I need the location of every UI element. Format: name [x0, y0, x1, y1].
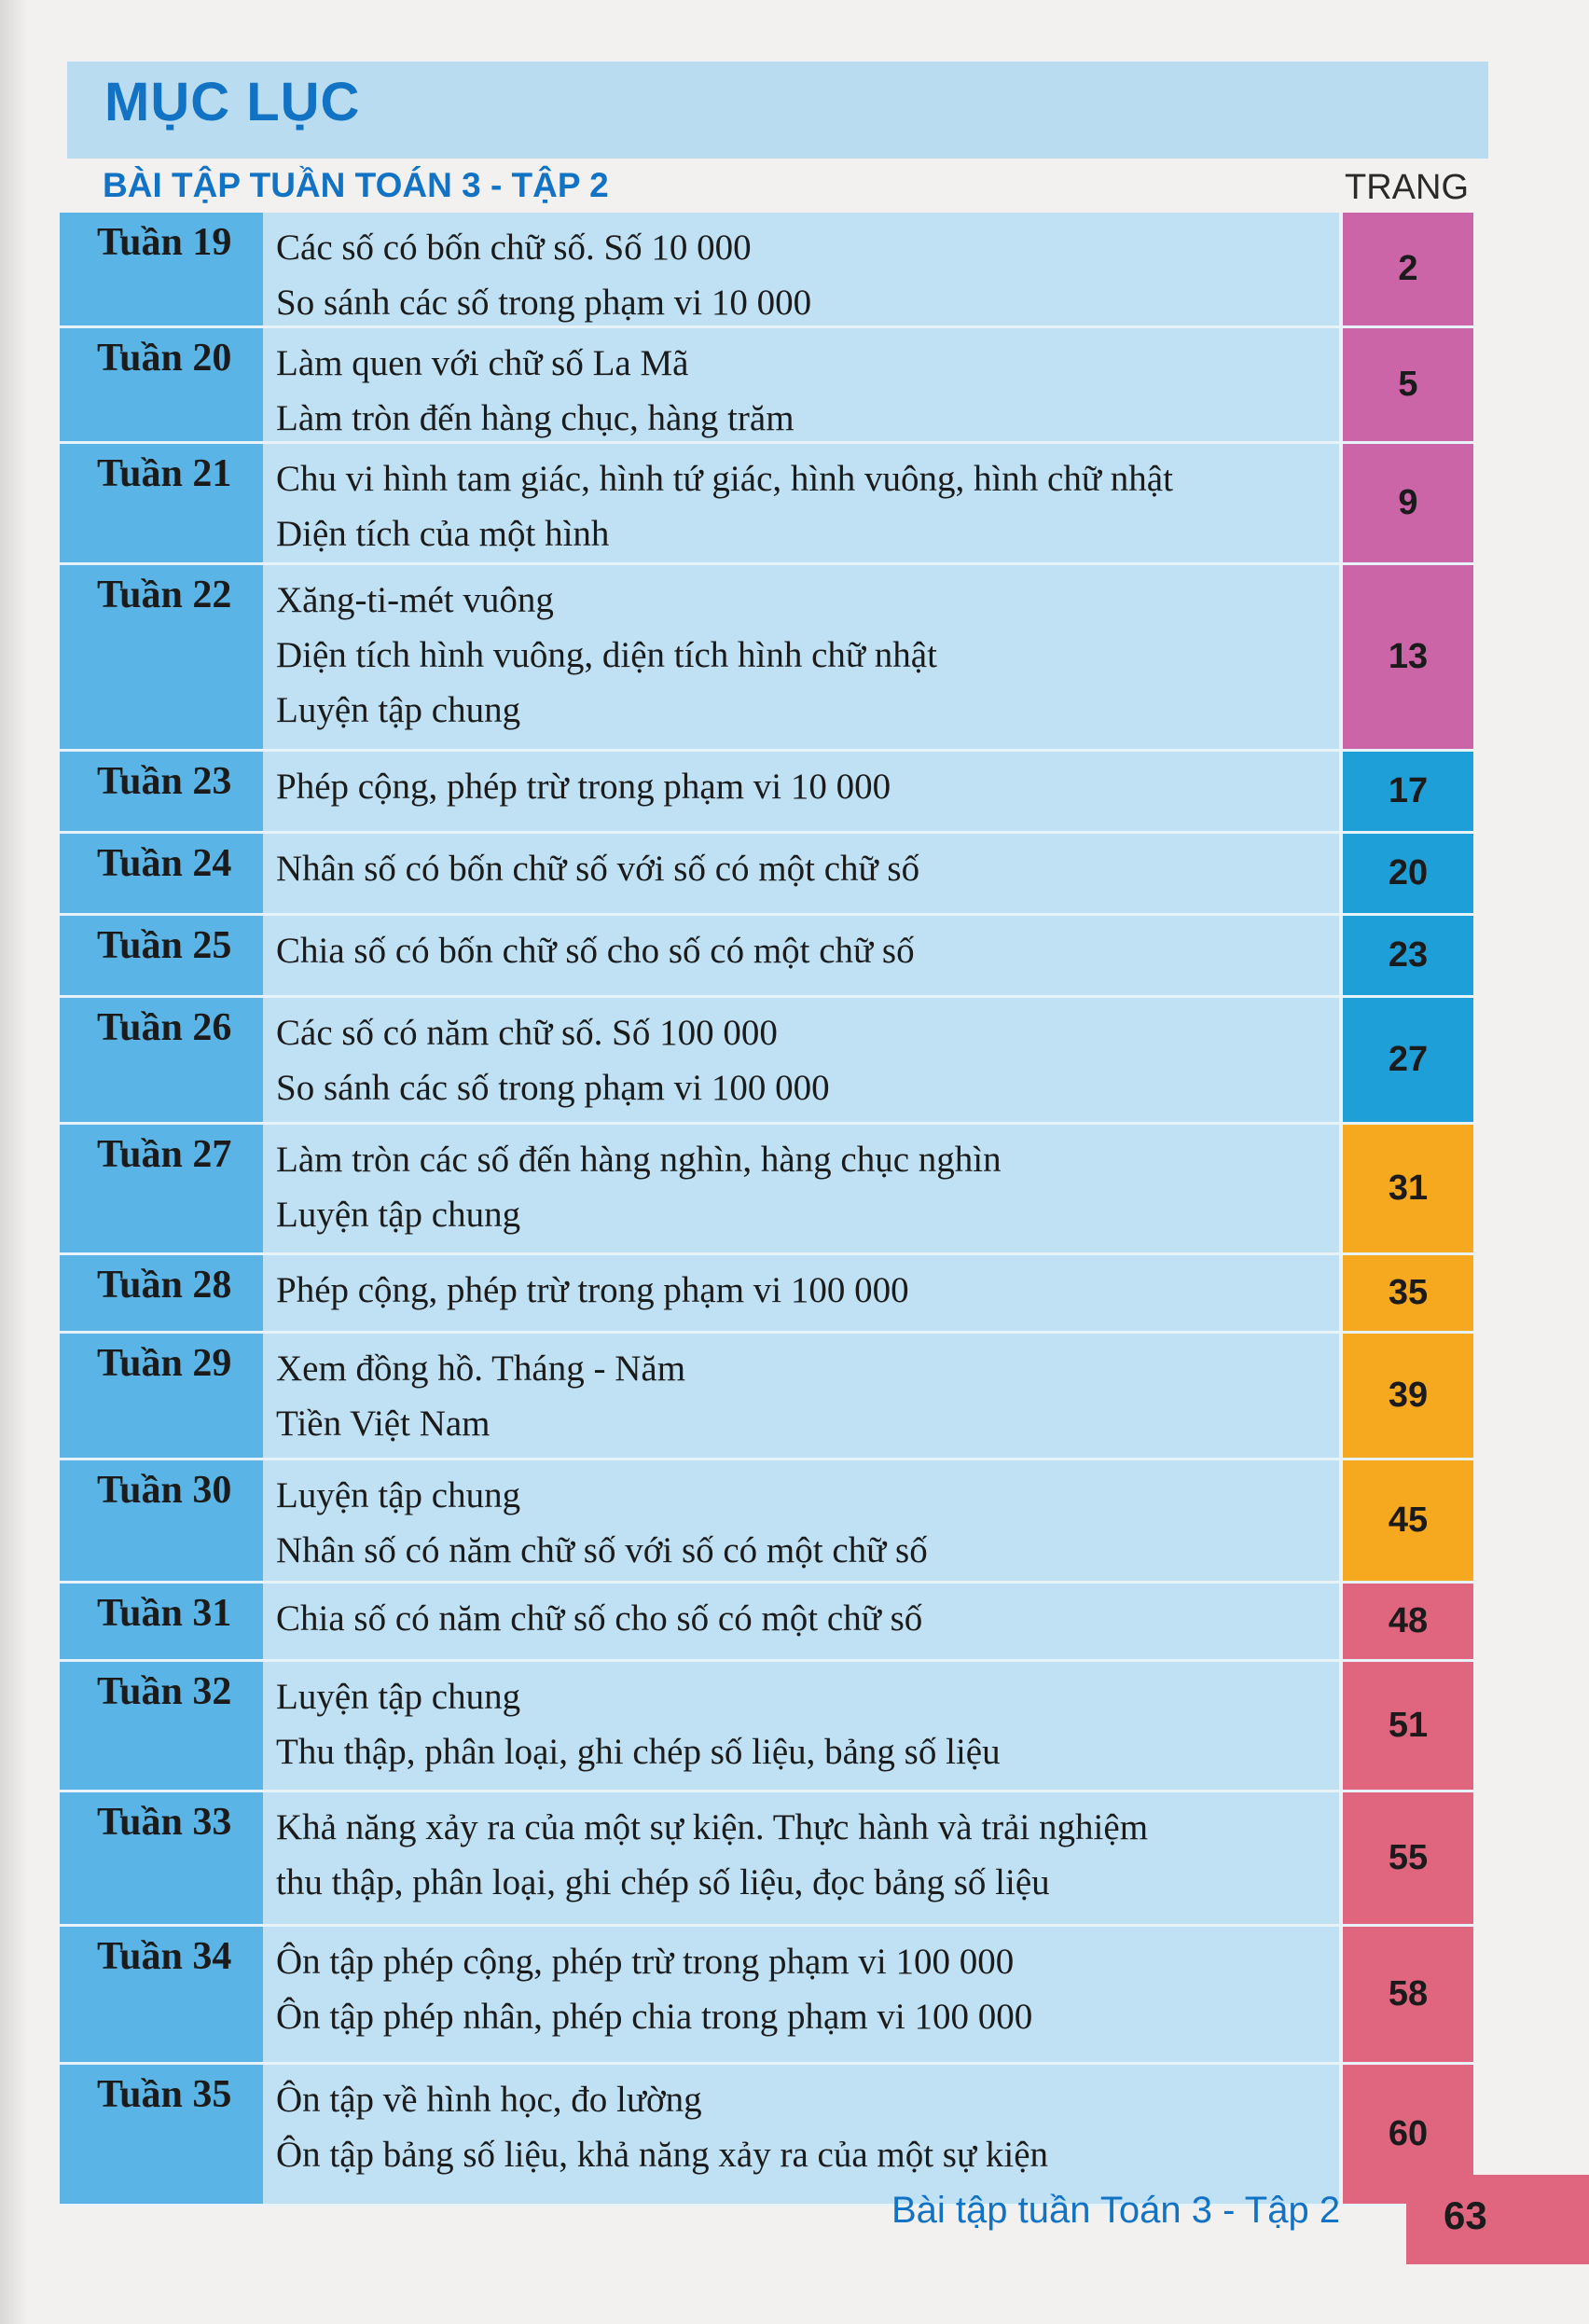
- toc-week-label: Tuần 26: [60, 998, 263, 1122]
- toc-topic: Ôn tập bảng số liệu, khả năng xảy ra của một sự kiện: [276, 2135, 1049, 2175]
- toc-topic: Phép cộng, phép trừ trong phạm vi 10 000: [276, 767, 891, 807]
- toc-page-number: 13: [1339, 565, 1473, 749]
- toc-page-number: 39: [1339, 1334, 1473, 1458]
- toc-page-number: 60: [1339, 2065, 1473, 2204]
- toc-row: [60, 213, 1473, 328]
- toc-page-number: 58: [1339, 1927, 1473, 2062]
- toc-topic: Làm tròn các số đến hàng nghìn, hàng chục nghìn: [276, 1140, 1002, 1180]
- page-number: 63: [1444, 2193, 1487, 2237]
- toc-page-number: 51: [1339, 1662, 1473, 1790]
- toc-topic: Làm tròn đến hàng chục, hàng trăm: [276, 398, 794, 438]
- toc-topics: [263, 1584, 1339, 1659]
- toc-week-label: Tuần 24: [60, 834, 263, 913]
- toc-topic: Làm quen với chữ số La Mã: [276, 343, 689, 383]
- toc-page-number: 35: [1339, 1255, 1473, 1331]
- toc-topic: Các số có bốn chữ số. Số 10 000: [276, 228, 752, 268]
- toc-topic: Luyện tập chung: [276, 1677, 521, 1717]
- toc-row: [60, 565, 1473, 752]
- toc-topics: [263, 328, 1339, 441]
- toc-page-number: 5: [1339, 328, 1473, 441]
- toc-topic: Tiền Việt Nam: [276, 1404, 491, 1444]
- toc-topic: Xem đồng hồ. Tháng - Năm: [276, 1349, 686, 1389]
- toc-topic: Các số có năm chữ số. Số 100 000: [276, 1013, 778, 1053]
- toc-row: [60, 1125, 1473, 1255]
- toc-row: [60, 1334, 1473, 1460]
- page-column-label: TRANG: [1345, 168, 1469, 207]
- toc-topic: So sánh các số trong phạm vi 100 000: [276, 1068, 830, 1108]
- toc-page-number: 48: [1339, 1584, 1473, 1659]
- toc-week-label: Tuần 28: [60, 1255, 263, 1331]
- toc-topics: [263, 1334, 1339, 1458]
- toc-topics: [263, 1255, 1339, 1331]
- toc-topic: Phép cộng, phép trừ trong phạm vi 100 000: [276, 1270, 909, 1310]
- toc-topic: Thu thập, phân loại, ghi chép số liệu, bảng số liệu: [276, 1732, 1001, 1772]
- toc-week-label: Tuần 31: [60, 1584, 263, 1659]
- toc-topics: [263, 2065, 1339, 2204]
- toc-page-number: 23: [1339, 916, 1473, 995]
- toc-page-number: 55: [1339, 1792, 1473, 1924]
- toc-row: [60, 444, 1473, 565]
- toc-topic: Khả năng xảy ra của một sự kiện. Thực hành và trải nghiệm: [276, 1807, 1149, 1847]
- toc-topics: [263, 444, 1339, 562]
- toc-topics: [263, 834, 1339, 913]
- toc-topics: [263, 1927, 1339, 2062]
- table-of-contents: [60, 213, 1473, 2206]
- toc-row: [60, 834, 1473, 916]
- toc-topic: Ôn tập phép cộng, phép trừ trong phạm vi 100 000: [276, 1942, 1015, 1982]
- toc-row: [60, 1662, 1473, 1792]
- page-number-tab: [1406, 2175, 1589, 2264]
- page-gutter-shadow: [0, 0, 28, 2324]
- toc-week-label: Tuần 21: [60, 444, 263, 562]
- toc-topic: So sánh các số trong phạm vi 10 000: [276, 283, 812, 323]
- toc-topics: [263, 1125, 1339, 1252]
- toc-week-label: Tuần 19: [60, 213, 263, 325]
- toc-topic: Ôn tập về hình học, đo lường: [276, 2080, 702, 2120]
- toc-row: [60, 1792, 1473, 1927]
- toc-week-label: Tuần 25: [60, 916, 263, 995]
- toc-row: [60, 752, 1473, 834]
- toc-topic: Ôn tập phép nhân, phép chia trong phạm vi 100 000: [276, 1997, 1033, 2037]
- toc-page-number: 20: [1339, 834, 1473, 913]
- toc-topics: [263, 1792, 1339, 1924]
- toc-topics: [263, 998, 1339, 1122]
- page-title: MỤC LỤC: [104, 72, 361, 132]
- toc-week-label: Tuần 35: [60, 2065, 263, 2204]
- toc-week-label: Tuần 27: [60, 1125, 263, 1252]
- toc-week-label: Tuần 33: [60, 1792, 263, 1924]
- toc-topics: [263, 565, 1339, 749]
- footer-book-title: Bài tập tuần Toán 3 - Tập 2: [891, 2190, 1341, 2231]
- toc-topics: [263, 213, 1339, 325]
- toc-topic: Diện tích của một hình: [276, 514, 610, 554]
- toc-row: [60, 1927, 1473, 2065]
- toc-page-number: 2: [1339, 213, 1473, 325]
- toc-topics: [263, 916, 1339, 995]
- book-subtitle: BÀI TẬP TUẦN TOÁN 3 - TẬP 2: [103, 166, 609, 204]
- toc-topic: Luyện tập chung: [276, 690, 521, 730]
- toc-topics: [263, 1662, 1339, 1790]
- toc-week-label: Tuần 34: [60, 1927, 263, 2062]
- toc-topic: Luyện tập chung: [276, 1475, 521, 1515]
- toc-week-label: Tuần 30: [60, 1460, 263, 1581]
- toc-week-label: Tuần 20: [60, 328, 263, 441]
- toc-week-label: Tuần 22: [60, 565, 263, 749]
- toc-topic: Xăng-ti-mét vuông: [276, 580, 554, 620]
- toc-row: [60, 2065, 1473, 2206]
- toc-topic: Nhân số có bốn chữ số với số có một chữ số: [276, 849, 920, 889]
- toc-topic: Luyện tập chung: [276, 1195, 521, 1235]
- toc-page-number: 31: [1339, 1125, 1473, 1252]
- toc-row: [60, 1460, 1473, 1584]
- toc-topic: Nhân số có năm chữ số với số có một chữ số: [276, 1530, 928, 1570]
- toc-row: [60, 916, 1473, 998]
- toc-week-label: Tuần 23: [60, 752, 263, 831]
- toc-week-label: Tuần 29: [60, 1334, 263, 1458]
- toc-page-number: 17: [1339, 752, 1473, 831]
- toc-topic: Chia số có năm chữ số cho số có một chữ số: [276, 1598, 923, 1639]
- toc-topic: Chu vi hình tam giác, hình tứ giác, hình vuông, hình chữ nhật: [276, 459, 1173, 499]
- toc-topics: [263, 1460, 1339, 1581]
- toc-topics: [263, 752, 1339, 831]
- toc-row: [60, 1584, 1473, 1662]
- toc-page-number: 27: [1339, 998, 1473, 1122]
- toc-row: [60, 1255, 1473, 1334]
- toc-topic: thu thập, phân loại, ghi chép số liệu, đọc bảng số liệu: [276, 1862, 1050, 1902]
- toc-week-label: Tuần 32: [60, 1662, 263, 1790]
- toc-topic: Diện tích hình vuông, diện tích hình chữ nhật: [276, 635, 937, 675]
- toc-row: [60, 328, 1473, 444]
- toc-topic: Chia số có bốn chữ số cho số có một chữ số: [276, 931, 915, 971]
- toc-row: [60, 998, 1473, 1125]
- toc-page-number: 9: [1339, 444, 1473, 562]
- toc-page-number: 45: [1339, 1460, 1473, 1581]
